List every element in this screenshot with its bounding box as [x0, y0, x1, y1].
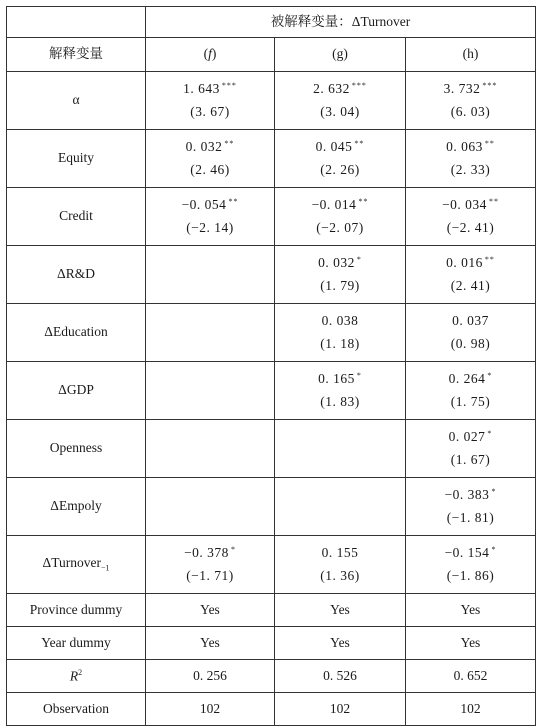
t-statistic: (1. 18) — [320, 336, 360, 351]
summary-value-cell: Yes — [146, 594, 275, 627]
coefficient-value — [406, 371, 535, 387]
coefficient-cell — [275, 188, 406, 246]
coefficient-cell — [275, 72, 406, 130]
coefficient-cell — [275, 536, 406, 594]
coefficient-cell — [146, 188, 275, 246]
summary-value-cell: 0. 256 — [146, 660, 275, 693]
model-header-f: (f) — [146, 38, 275, 72]
coefficient-value — [146, 197, 274, 213]
summary-value-cell: Yes — [146, 627, 275, 660]
significance-stars: *** — [482, 80, 498, 90]
coefficient-cell — [406, 478, 536, 536]
t-statistic: (−2. 41) — [446, 220, 495, 235]
coefficient-number: 0. 027 — [448, 428, 486, 444]
t-statistic: (6. 03) — [450, 104, 491, 119]
variable-name-cell — [7, 246, 146, 304]
coefficient-value — [406, 487, 535, 503]
coefficient-value — [406, 255, 535, 271]
coefficient-value — [275, 197, 405, 213]
summary-label: Province dummy — [29, 601, 123, 617]
variable-name: ΔGDP — [58, 382, 94, 398]
coefficient-number: 3. 732 — [443, 80, 481, 96]
t-statistic: (−1. 86) — [446, 568, 495, 583]
table-row — [7, 478, 536, 536]
significance-stars: ** — [354, 138, 365, 148]
significance-stars: ** — [228, 196, 239, 206]
t-statistic: (1. 79) — [320, 278, 360, 293]
coefficient-cell — [146, 536, 275, 594]
model-header-g: (g) — [275, 38, 406, 72]
significance-stars: ** — [484, 254, 495, 264]
t-statistic: (2. 26) — [320, 162, 360, 177]
variable-name-cell — [7, 478, 146, 536]
coefficient-cell — [146, 304, 275, 362]
summary-label-cell — [7, 627, 146, 660]
significance-stars: * — [230, 544, 236, 554]
variable-name-cell — [7, 420, 146, 478]
coefficient-number: 0. 264 — [448, 370, 486, 386]
summary-label: R — [69, 668, 79, 684]
significance-stars: * — [356, 254, 362, 264]
summary-row — [7, 594, 536, 627]
coefficient-cell — [275, 246, 406, 304]
summary-label-cell — [7, 594, 146, 627]
summary-value-cell: 102 — [275, 693, 406, 726]
explanatory-variable-header: 解释变量 — [7, 38, 146, 72]
significance-stars: * — [356, 370, 362, 380]
coefficient-value — [146, 545, 274, 561]
significance-stars: ** — [224, 138, 235, 148]
coefficient-value — [275, 545, 405, 561]
coefficient-cell — [146, 72, 275, 130]
coefficient-cell — [406, 246, 536, 304]
coefficient-number: 0. 063 — [446, 138, 483, 154]
variable-name: Openness — [49, 440, 103, 456]
variable-name: ΔTurnover — [42, 555, 101, 571]
table-row — [7, 130, 536, 188]
table-row — [7, 72, 536, 130]
coefficient-number: −0. 034 — [442, 196, 487, 212]
coefficient-value — [406, 545, 535, 561]
t-statistic: (3. 04) — [320, 104, 360, 119]
t-statistic: (2. 41) — [450, 278, 491, 293]
significance-stars: ** — [484, 138, 495, 148]
variable-name: α — [72, 92, 80, 108]
summary-row — [7, 693, 536, 726]
model-f-letter: f — [208, 46, 212, 62]
summary-value-cell: 0. 652 — [406, 660, 536, 693]
coefficient-number: 0. 038 — [321, 312, 359, 328]
coefficient-number: 0. 045 — [315, 138, 353, 154]
header-row-dependent — [7, 7, 536, 38]
variable-name-cell — [7, 362, 146, 420]
coefficient-value — [275, 139, 405, 155]
table-row — [7, 362, 536, 420]
t-statistic: (1. 75) — [450, 394, 491, 409]
t-statistic: (1. 83) — [320, 394, 360, 409]
variable-name-cell — [7, 188, 146, 246]
coefficient-number: 0. 032 — [185, 138, 223, 154]
coefficient-cell — [406, 362, 536, 420]
dependent-variable-header: 被解释变量：ΔTurnover — [146, 7, 536, 38]
coefficient-value — [406, 313, 535, 329]
coefficient-cell — [146, 246, 275, 304]
coefficient-number: −0. 154 — [444, 544, 490, 560]
summary-label-cell — [7, 660, 146, 693]
variable-name-cell — [7, 72, 146, 130]
coefficient-cell — [406, 188, 536, 246]
summary-label-superscript: 2 — [78, 667, 83, 677]
table-row — [7, 188, 536, 246]
variable-name: ΔEmpoly — [50, 498, 102, 514]
significance-stars: ** — [488, 196, 499, 206]
summary-value-cell: 102 — [406, 693, 536, 726]
coefficient-number: −0. 054 — [181, 196, 227, 212]
coefficient-number: 2. 632 — [313, 80, 350, 96]
t-statistic: (1. 36) — [320, 568, 360, 583]
coefficient-value — [146, 81, 274, 97]
variable-name: ΔEducation — [44, 324, 108, 340]
variable-name-cell — [7, 304, 146, 362]
table-row — [7, 304, 536, 362]
coefficient-number: 0. 032 — [318, 254, 355, 270]
summary-value-cell: Yes — [406, 594, 536, 627]
corner-cell — [7, 7, 146, 38]
t-statistic: (2. 46) — [190, 162, 230, 177]
summary-label-cell — [7, 693, 146, 726]
coefficient-number: −0. 383 — [444, 486, 490, 502]
coefficient-cell — [406, 304, 536, 362]
coefficient-number: 0. 016 — [446, 254, 483, 270]
table-row — [7, 536, 536, 594]
summary-value-cell: Yes — [275, 627, 406, 660]
summary-row — [7, 627, 536, 660]
t-statistic: (2. 33) — [450, 162, 491, 177]
coefficient-cell — [275, 420, 406, 478]
coefficient-cell — [406, 536, 536, 594]
summary-value-cell: Yes — [406, 627, 536, 660]
coefficient-value — [406, 197, 535, 213]
table-row — [7, 420, 536, 478]
variable-name: Equity — [58, 150, 94, 166]
significance-stars: *** — [221, 80, 237, 90]
significance-stars: * — [491, 544, 497, 554]
t-statistic: (−2. 07) — [316, 220, 364, 235]
summary-label: Year dummy — [41, 634, 111, 650]
coefficient-cell — [275, 362, 406, 420]
summary-value-cell: Yes — [275, 594, 406, 627]
t-statistic: (1. 67) — [450, 452, 491, 467]
coefficient-value — [275, 371, 405, 387]
variable-name: Credit — [59, 208, 93, 224]
coefficient-number: 0. 037 — [452, 312, 489, 328]
coefficient-value — [406, 429, 535, 445]
model-header-h: (h) — [406, 38, 536, 72]
coefficient-cell — [146, 420, 275, 478]
coefficient-cell — [275, 304, 406, 362]
summary-label: Observation — [43, 700, 109, 716]
coefficient-value — [406, 139, 535, 155]
coefficient-number: −0. 378 — [184, 544, 229, 560]
regression-table — [6, 6, 536, 726]
coefficient-cell — [146, 478, 275, 536]
coefficient-number: 0. 165 — [318, 370, 355, 386]
coefficient-number: −0. 014 — [311, 196, 357, 212]
coefficient-value — [146, 139, 274, 155]
variable-name: ΔR&D — [57, 266, 95, 282]
significance-stars: * — [487, 428, 493, 438]
t-statistic: (0. 98) — [450, 336, 491, 351]
significance-stars: * — [487, 370, 493, 380]
variable-lag-subscript: −1 — [100, 564, 110, 574]
coefficient-cell — [146, 362, 275, 420]
table-row — [7, 246, 536, 304]
coefficient-number: 0. 155 — [321, 544, 359, 560]
variable-name-cell — [7, 130, 146, 188]
coefficient-cell — [406, 420, 536, 478]
summary-value-cell: 0. 526 — [275, 660, 406, 693]
coefficient-value — [406, 81, 535, 97]
summary-row — [7, 660, 536, 693]
header-row-models — [7, 38, 536, 72]
t-statistic: (−1. 81) — [446, 510, 495, 525]
coefficient-value — [275, 313, 405, 329]
coefficient-cell — [275, 130, 406, 188]
t-statistic: (−1. 71) — [186, 568, 234, 583]
significance-stars: * — [491, 486, 497, 496]
summary-value-cell: 102 — [146, 693, 275, 726]
coefficient-cell — [406, 72, 536, 130]
significance-stars: *** — [351, 80, 367, 90]
variable-name-cell — [7, 536, 146, 594]
coefficient-value — [275, 81, 405, 97]
coefficient-number: 1. 643 — [183, 80, 220, 96]
t-statistic: (−2. 14) — [186, 220, 234, 235]
coefficient-cell — [275, 478, 406, 536]
coefficient-value — [275, 255, 405, 271]
significance-stars: ** — [358, 196, 369, 206]
coefficient-cell — [146, 130, 275, 188]
t-statistic: (3. 67) — [190, 104, 230, 119]
coefficient-cell — [406, 130, 536, 188]
